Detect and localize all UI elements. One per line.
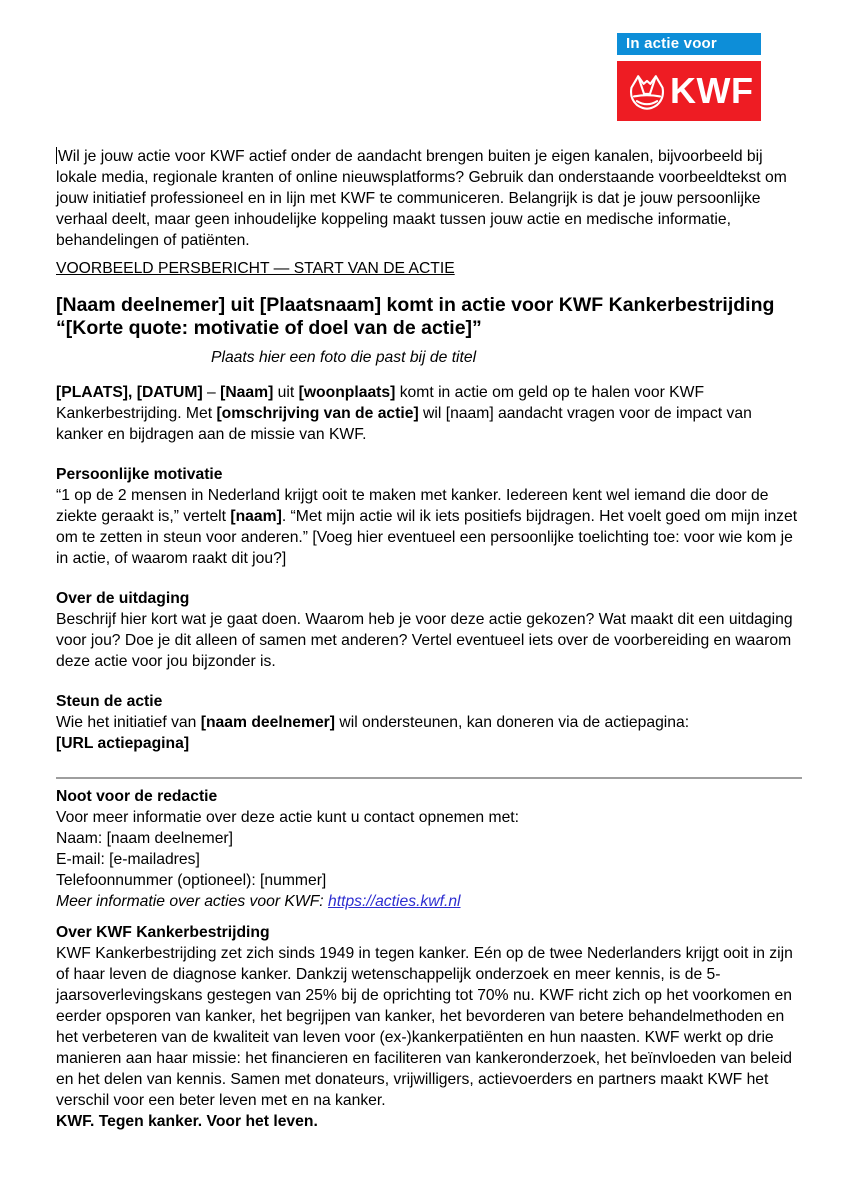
- section-personal-motivation: [56, 464, 802, 569]
- photo-placeholder-hint: Plaats hier een foto die past bij de titel: [211, 349, 477, 366]
- editors-note-email-line: E-mail: [e-mailadres]: [56, 851, 200, 868]
- document-body: [56, 146, 802, 1132]
- press-release-section-label: VOORBEELD PERSBERICHT — START VAN DE ACTIE: [56, 260, 455, 277]
- support-paragraph: Wie het initiatief van [naam deelnemer] wil ondersteunen, kan doneren via de actiepagina:: [56, 714, 690, 731]
- logo-banner-label: In actie voor: [626, 35, 717, 52]
- challenge-paragraph: Beschrijf hier kort wat je gaat doen. Waarom heb je voor deze actie gekozen? Wat maakt dit een uitdaging voor jou? Doe je dit alleen of samen met anderen? Vertel eventueel iets over de voorbereiding en waarom deze actie voor jou bijzonder is.: [56, 611, 793, 670]
- headline-title: [Naam deelnemer] uit [Plaatsnaam] komt in actie voor KWF Kankerbestrijding: [56, 294, 775, 316]
- more-info-label: Meer informatie over acties voor KWF:: [56, 893, 328, 910]
- editors-note-phone-line: Telefoonnummer (optioneel): [nummer]: [56, 872, 327, 889]
- lead-paragraph: [PLAATS], [DATUM] – [Naam] uit [woonplaats] komt in actie om geld op te halen voor KWF Kankerbestrijding. Met [omschrijving van de actie] wil [naam] aandacht vragen voor de impact van kanker en bijdragen aan de missie van KWF.: [56, 384, 752, 443]
- section-support: [56, 691, 802, 754]
- press-release-headline: [56, 294, 802, 340]
- section-divider: [56, 777, 802, 779]
- motivation-heading: Persoonlijke motivatie: [56, 466, 223, 483]
- section-about-kwf: [56, 922, 802, 1132]
- intro-text: Wil je jouw actie voor KWF actief onder de aandacht brengen buiten je eigen kanalen, bijvoorbeeld bij lokale media, regionale kranten of online nieuwsplatforms? Gebruik dan onderstaande voorbeeldtekst om jouw initiatief professioneel en in lijn met KWF te communiceren. Belangrijk is dat je jouw persoonlijke verhaal deelt, maar geen inhoudelijke koppeling maakt tussen jouw actie en medische informatie, behandelingen of patiënten.: [56, 148, 787, 249]
- editors-note-name-line: Naam: [naam deelnemer]: [56, 830, 234, 847]
- about-heading: Over KWF Kankerbestrijding: [56, 924, 270, 941]
- actiepagina-link[interactable]: https://acties.kwf.nl: [328, 893, 461, 910]
- kwf-logo: [617, 33, 761, 121]
- editors-note-contact-line: Voor meer informatie over deze actie kunt u contact opnemen met:: [56, 809, 520, 826]
- headline-quote: “[Korte quote: motivatie of doel van de actie]”: [56, 317, 482, 339]
- intro-paragraph: [56, 146, 802, 251]
- logo-banner: [617, 33, 761, 55]
- challenge-heading: Over de uitdaging: [56, 590, 190, 607]
- text-cursor: [56, 147, 57, 164]
- kwf-crab-icon: [626, 70, 668, 112]
- logo-brand-text: KWF: [670, 70, 754, 111]
- section-editors-note: [56, 786, 802, 912]
- support-heading: Steun de actie: [56, 693, 163, 710]
- about-paragraph: KWF Kankerbestrijding zet zich sinds 1949 in tegen kanker. Eén op de twee Nederlanders krijgt ooit in zijn of haar leven de diagnose kanker. Dankzij wetenschappelijk onderzoek en meer kennis, is de 5-jaarsoverlevingskans gestegen van 25% bij de oprichting tot 70% nu. KWF richt zich op het voorkomen en eerder opsporen van kanker, het begrijpen van kanker, het bevorderen van betere behandelmethoden en het verbeteren van de kwaliteit van leven voor (ex-)kankerpatiënten en hun naasten. KWF werkt op drie manieren aan haar missie: het financieren en faciliteren van kankeronderzoek, het beïnvloeden van beleid en het delen van kennis. Samen met donateurs, vrijwilligers, actievoerders en partners maakt KWF het verschil voor een beter leven met en na kanker.: [56, 945, 793, 1109]
- kwf-tagline: KWF. Tegen kanker. Voor het leven.: [56, 1113, 318, 1130]
- motivation-paragraph: “1 op de 2 mensen in Nederland krijgt ooit te maken met kanker. Iedereen kent wel iemand die door de ziekte geraakt is,” vertelt [naam]. “Met mijn actie wil ik iets positiefs bijdragen. Het voelt goed om mijn inzet om te zetten in steun voor anderen.” [Voeg hier eventueel een persoonlijke toelichting toe: voor wie kom je in actie, of waarom raakt dit jou?]: [56, 487, 798, 567]
- editors-note-more-info-line: [56, 891, 802, 912]
- editors-note-heading: Noot voor de redactie: [56, 788, 218, 805]
- support-url-placeholder: [URL actiepagina]: [56, 735, 190, 752]
- section-challenge: [56, 588, 802, 672]
- logo-block: [617, 61, 761, 121]
